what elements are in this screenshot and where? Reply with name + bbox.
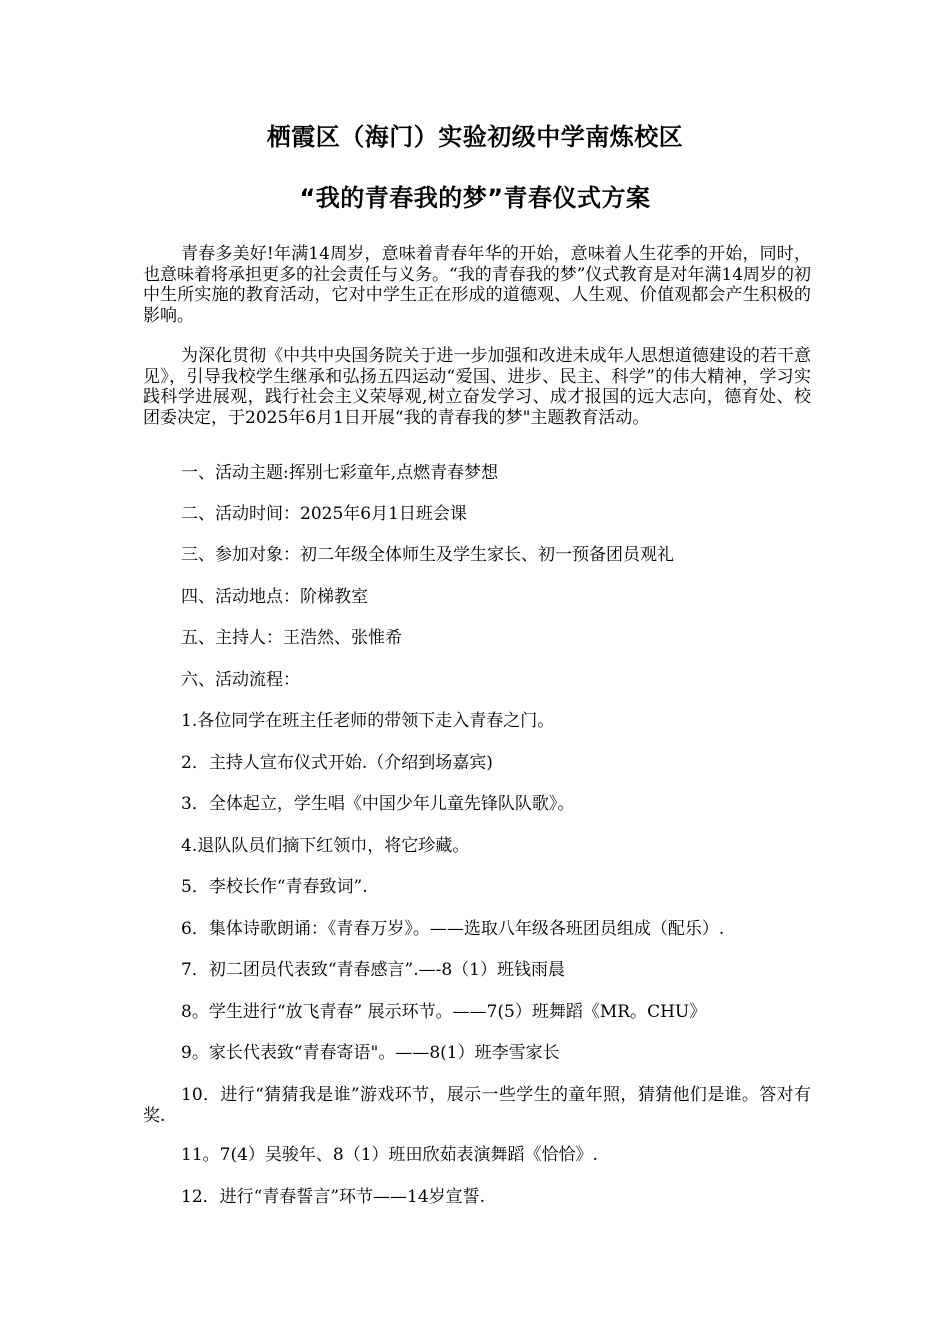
- procedure-step: 3．全体起立，学生唱《中国少年儿童先锋队队歌》。: [181, 794, 575, 814]
- intro-paragraph: 为深化贯彻《中共中央国务院关于进一步加强和改进未成年人思想道德建设的若干意见》，引导我校学生继承和弘扬五四运动“爱国、进步、民主、科学”的伟大精神，学习实践科学进展观，践行社会主义荣辱观,树立奋发学习、成才报国的远大志向，德育处、校团委决定，于2025年6月1日开展“我的青春我的梦"主题教育活动。: [143, 346, 811, 428]
- procedure-step: 5．李校长作“青春致词”.: [181, 877, 368, 897]
- procedure-step: 12．进行“青春誓言”环节——14岁宣誓.: [181, 1187, 486, 1207]
- procedure-step: 4.退队队员们摘下红领巾，将它珍藏。: [181, 836, 470, 856]
- section-theme: 一、活动主题:挥别七彩童年,点燃青春梦想: [181, 463, 499, 483]
- procedure-step: 10．进行“猜猜我是谁”游戏环节，展示一些学生的童年照，猜猜他们是谁。答对有奖.: [143, 1085, 811, 1126]
- document-title-line1: 栖霞区（海门）实验初级中学南炼校区: [266, 123, 684, 151]
- intro-paragraph: 青春多美好!年满14周岁，意味着青春年华的开始，意味着人生花季的开始，同时，也意味着将承担更多的社会责任与义务。“我的青春我的梦”仪式教育是对年满14周岁的初中生所实施的教育活动，它对中学生正在形成的道德观、人生观、价值观都会产生积极的影响。: [143, 244, 812, 326]
- section-procedure-heading: 六、活动流程：: [181, 670, 300, 690]
- procedure-step: 6．集体诗歌朗诵：《青春万岁》。——选取八年级各班团员组成（配乐）.: [181, 919, 725, 939]
- section-location: 四、活动地点：阶梯教室: [181, 587, 368, 607]
- procedure-step: 2．主持人宣布仪式开始.（介绍到场嘉宾): [181, 753, 493, 773]
- section-hosts: 五、主持人：王浩然、张惟希: [181, 628, 402, 648]
- procedure-step: 1.各位同学在班主任老师的带领下走入青春之门。: [181, 711, 555, 731]
- procedure-step: 7．初二团员代表致“青春感言”.—-8（1）班钱雨晨: [181, 960, 565, 980]
- section-time: 二、活动时间：2025年6月1日班会课: [181, 504, 467, 524]
- procedure-step: 11。7(4）吴骏年、8（1）班田欣茹表演舞蹈《恰恰》.: [181, 1145, 598, 1165]
- document-title-line2: “我的青春我的梦”青春仪式方案: [299, 184, 651, 212]
- procedure-step: 9。家长代表致“青春寄语"。——8(1）班李雪家长: [181, 1043, 560, 1063]
- procedure-step: 8。学生进行“放飞青春” 展示环节。——7(5）班舞蹈《MR。CHU》: [181, 1002, 707, 1022]
- section-participants: 三、参加对象：初二年级全体师生及学生家长、初一预备团员观礼: [181, 545, 674, 565]
